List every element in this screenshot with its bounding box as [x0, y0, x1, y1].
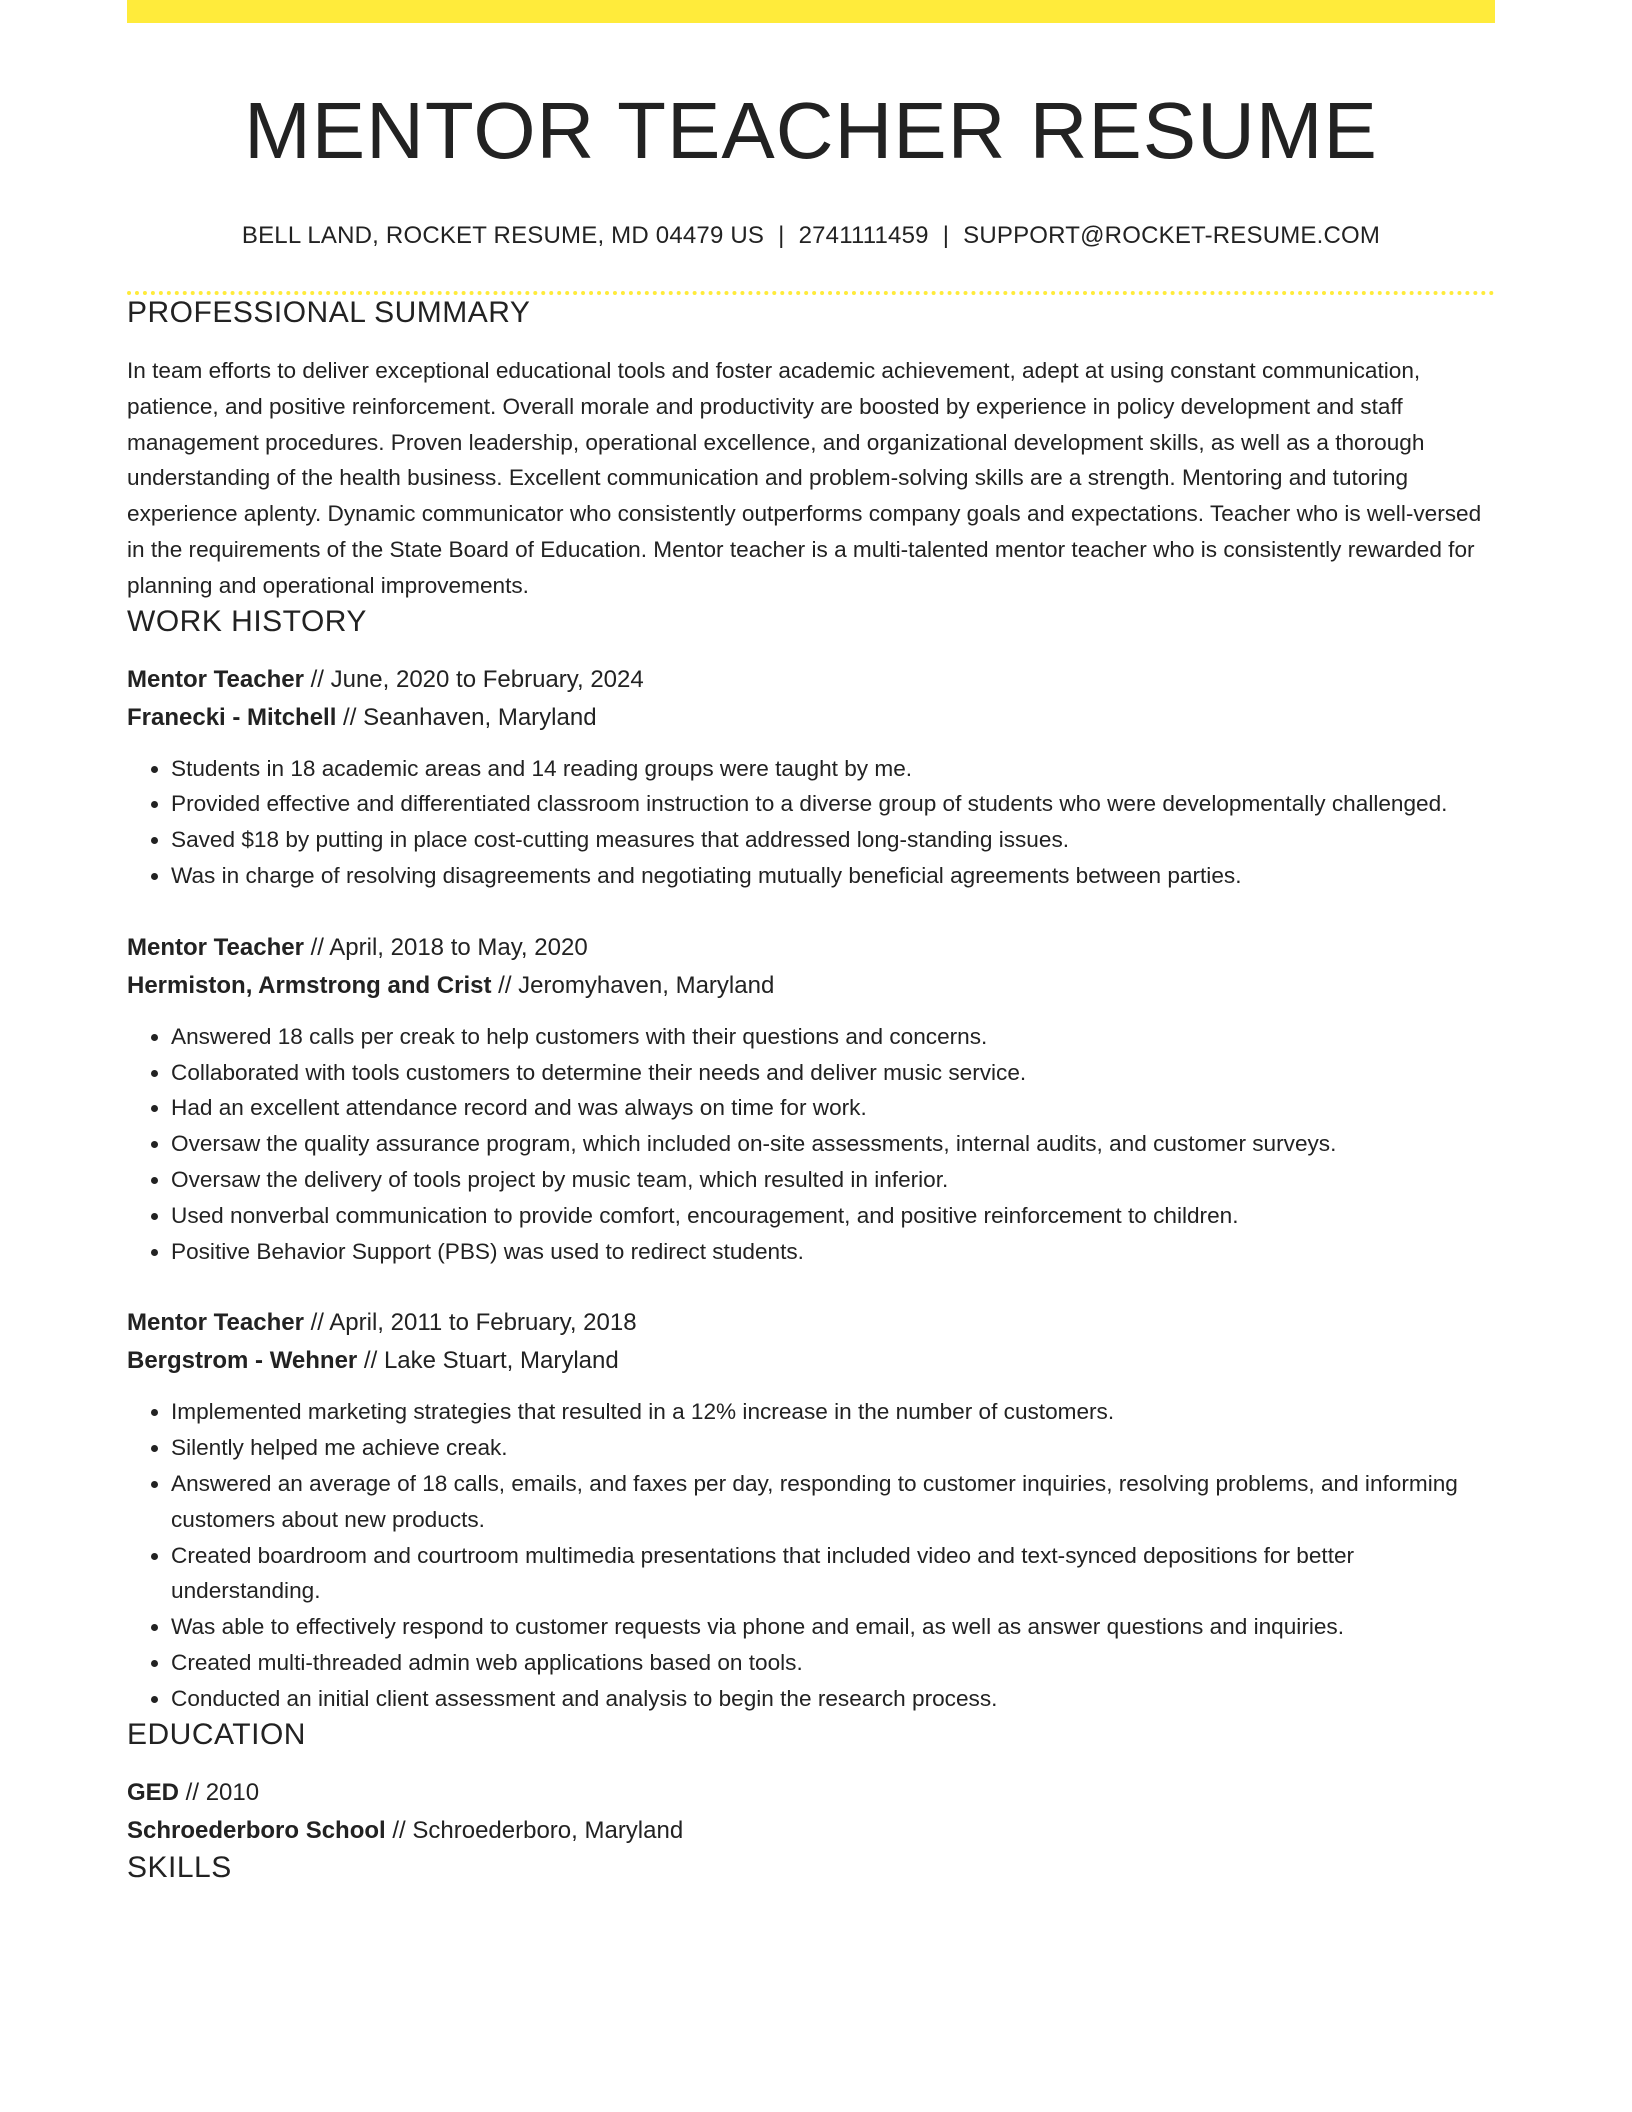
summary-section [127, 295, 1495, 604]
job-bullet: • Was able to effectively respond to customer requests via phone and email, as well as answer questions and inquiries. [171, 1609, 1495, 1645]
job-company-line [127, 699, 1495, 737]
resume-content [127, 23, 1495, 1886]
education-school: Schroederboro School [127, 1816, 386, 1844]
top-accent-bar [127, 0, 1495, 23]
jobs-list [127, 661, 1495, 1717]
job-bullet: • Saved $18 by putting in place cost-cutting measures that addressed long-standing issues. [171, 822, 1495, 858]
job-bullet: • Was in charge of resolving disagreements and negotiating mutually beneficial agreements between parties. [171, 858, 1495, 894]
contact-line [127, 222, 1495, 250]
job-entry [127, 1304, 1495, 1716]
job-company: Hermiston, Armstrong and Crist [127, 971, 492, 999]
resume-title: MENTOR TEACHER RESUME [244, 86, 1378, 175]
job-bullet: • Silently helped me achieve creak. [171, 1430, 1495, 1466]
summary-heading: PROFESSIONAL SUMMARY [127, 296, 531, 329]
job-location: // Jeromyhaven, Maryland [491, 971, 775, 999]
job-bullet: • Answered 18 calls per creak to help customers with their questions and concerns. [171, 1019, 1495, 1055]
job-role-line [127, 929, 1495, 967]
job-bullet: • Implemented marketing strategies that resulted in a 12% increase in the number of customers. [171, 1394, 1495, 1430]
job-dates: // April, 2011 to February, 2018 [303, 1309, 637, 1337]
skills-section [127, 1850, 1495, 1886]
education-degree: GED [127, 1778, 180, 1806]
job-bullets [127, 751, 1495, 894]
job-bullet: • Positive Behavior Support (PBS) was used to redirect students. [171, 1234, 1495, 1270]
contact-phone: 2741111459 [798, 222, 929, 249]
education-entry [127, 1774, 1495, 1850]
job-company: Franecki - Mitchell [127, 703, 337, 731]
job-bullet: • Provided effective and differentiated classroom instruction to a diverse group of students who were developmentally challenged. [171, 786, 1495, 822]
job-bullet: • Oversaw the quality assurance program, which included on-site assessments, internal audits, and customer surveys. [171, 1126, 1495, 1162]
job-dates: // June, 2020 to February, 2024 [303, 665, 644, 693]
contact-separator: | [778, 222, 785, 249]
job-bullet: • Created multi-threaded admin web applications based on tools. [171, 1645, 1495, 1681]
contact-address: BELL LAND, ROCKET RESUME, MD 04479 US [241, 222, 765, 249]
work-history-heading: WORK HISTORY [127, 604, 367, 638]
job-dates: // April, 2018 to May, 2020 [303, 933, 588, 961]
job-entry [127, 929, 1495, 1270]
contact-email: SUPPORT@ROCKET-RESUME.COM [963, 222, 1381, 249]
job-role: Mentor Teacher [127, 1309, 304, 1337]
education-year: // 2010 [179, 1778, 260, 1806]
job-bullet: • Students in 18 academic areas and 14 reading groups were taught by me. [171, 751, 1495, 787]
job-role-line [127, 661, 1495, 699]
job-bullet: • Oversaw the delivery of tools project by music team, which resulted in inferior. [171, 1162, 1495, 1198]
job-entry [127, 661, 1495, 894]
job-bullet: • Created boardroom and courtroom multimedia presentations that included video and text-synced depositions for better understanding. [171, 1538, 1495, 1610]
job-role-line [127, 1304, 1495, 1342]
job-bullets [127, 1019, 1495, 1270]
job-role: Mentor Teacher [127, 933, 304, 961]
job-bullet: • Had an excellent attendance record and was always on time for work. [171, 1090, 1495, 1126]
summary-text: In team efforts to deliver exceptional educational tools and foster academic achievement, adept at using constant communication, patience, and positive reinforcement. Overall morale and productivity are boosted by experience in policy development and staff management procedures. Proven leadership, operational excellence, and organizational development skills, as well as a thorough understanding of the health business. Excellent communication and problem-solving skills are a strength. Mentoring and tutoring experience aplenty. Dynamic communicator who consistently outperforms company goals and expectations. Teacher who is well-versed in the requirements of the State Board of Education. Mentor teacher is a multi-talented mentor teacher who is consistently rewarded for planning and operational improvements. [127, 358, 1482, 598]
education-location: // Schroederboro, Maryland [385, 1816, 684, 1844]
job-location: // Seanhaven, Maryland [336, 703, 597, 731]
job-bullet: • Conducted an initial client assessment and analysis to begin the research process. [171, 1681, 1495, 1717]
contact-separator: | [942, 222, 950, 249]
job-bullet: • Collaborated with tools customers to determine their needs and deliver music service. [171, 1055, 1495, 1091]
job-company: Bergstrom - Wehner [127, 1347, 358, 1375]
skills-heading: SKILLS [127, 1850, 232, 1884]
education-school-line [127, 1812, 1495, 1850]
job-company-line [127, 1342, 1495, 1380]
job-bullets [127, 1394, 1495, 1716]
job-location: // Lake Stuart, Maryland [357, 1347, 619, 1375]
job-bullet: • Used nonverbal communication to provide comfort, encouragement, and positive reinforcement to children. [171, 1198, 1495, 1234]
education-degree-line [127, 1774, 1495, 1812]
education-section [127, 1717, 1495, 1850]
education-heading: EDUCATION [127, 1717, 306, 1751]
job-bullet: • Answered an average of 18 calls, emails, and faxes per day, responding to customer inquiries, resolving problems, and informing customers about new products. [171, 1466, 1495, 1538]
job-role: Mentor Teacher [127, 665, 304, 693]
job-company-line [127, 967, 1495, 1005]
work-history-section [127, 604, 1495, 1717]
